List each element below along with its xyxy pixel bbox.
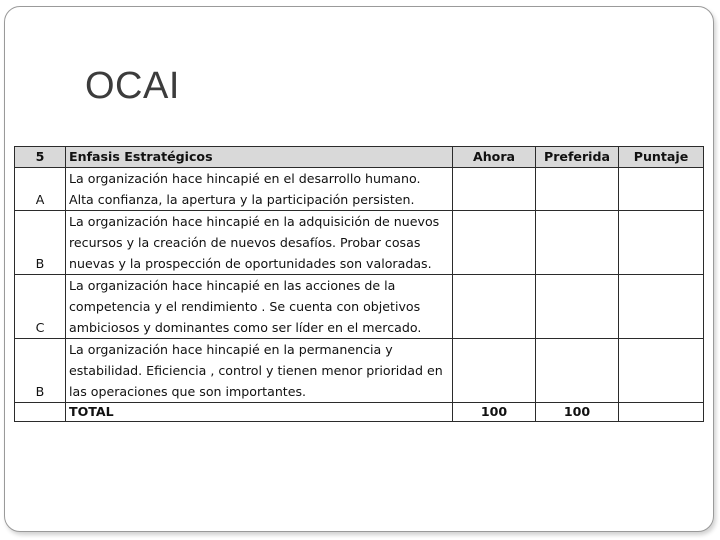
row-description bbox=[66, 168, 453, 211]
description-line: La organización hace hincapié en las acciones de la bbox=[69, 278, 396, 293]
total-label: TOTAL bbox=[66, 403, 453, 422]
slide-title: OCAI bbox=[85, 65, 180, 107]
now-cell[interactable] bbox=[453, 211, 536, 275]
row-letter: B bbox=[15, 339, 66, 403]
total-now: 100 bbox=[453, 403, 536, 422]
header-number: 5 bbox=[15, 147, 66, 168]
description-line: La organización hace hincapié en el desarrollo humano. bbox=[69, 171, 421, 186]
row-description bbox=[66, 339, 453, 403]
table-row bbox=[15, 339, 704, 403]
description-line: las operaciones que son importantes. bbox=[69, 384, 307, 399]
preferred-cell[interactable] bbox=[536, 168, 619, 211]
score-cell[interactable] bbox=[619, 275, 704, 339]
row-letter: C bbox=[15, 275, 66, 339]
table-row bbox=[15, 275, 704, 339]
now-cell[interactable] bbox=[453, 339, 536, 403]
description-line: La organización hace hincapié en la adquisición de nuevos bbox=[69, 214, 440, 229]
now-cell[interactable] bbox=[453, 275, 536, 339]
score-cell[interactable] bbox=[619, 339, 704, 403]
now-cell[interactable] bbox=[453, 168, 536, 211]
row-letter: A bbox=[15, 168, 66, 211]
table-row bbox=[15, 168, 704, 211]
preferred-cell[interactable] bbox=[536, 339, 619, 403]
row-letter: B bbox=[15, 211, 66, 275]
header-now: Ahora bbox=[453, 147, 536, 168]
header-score: Puntaje bbox=[619, 147, 704, 168]
header-preferred: Preferida bbox=[536, 147, 619, 168]
description-line: ambiciosos y dominantes como ser líder en el mercado. bbox=[69, 320, 422, 335]
total-preferred: 100 bbox=[536, 403, 619, 422]
total-empty-cell bbox=[15, 403, 66, 422]
table-header-row bbox=[15, 147, 704, 168]
preferred-cell[interactable] bbox=[536, 275, 619, 339]
description-line: competencia y el rendimiento . Se cuenta con objetivos bbox=[69, 299, 421, 314]
score-cell[interactable] bbox=[619, 168, 704, 211]
score-cell[interactable] bbox=[619, 211, 704, 275]
ocai-table bbox=[14, 146, 704, 422]
total-score bbox=[619, 403, 704, 422]
header-description: Enfasis Estratégicos bbox=[66, 147, 453, 168]
description-line: estabilidad. Eficiencia , control y tienen menor prioridad en bbox=[69, 363, 443, 378]
total-row bbox=[15, 403, 704, 422]
table-row bbox=[15, 211, 704, 275]
row-description bbox=[66, 211, 453, 275]
description-line: La organización hace hincapié en la permanencia y bbox=[69, 342, 393, 357]
description-line: Alta confianza, la apertura y la participación persisten. bbox=[69, 192, 415, 207]
preferred-cell[interactable] bbox=[536, 211, 619, 275]
description-line: nuevas y la prospección de oportunidades son valoradas. bbox=[69, 256, 432, 271]
row-description bbox=[66, 275, 453, 339]
description-line: recursos y la creación de nuevos desafíos. Probar cosas bbox=[69, 235, 421, 250]
